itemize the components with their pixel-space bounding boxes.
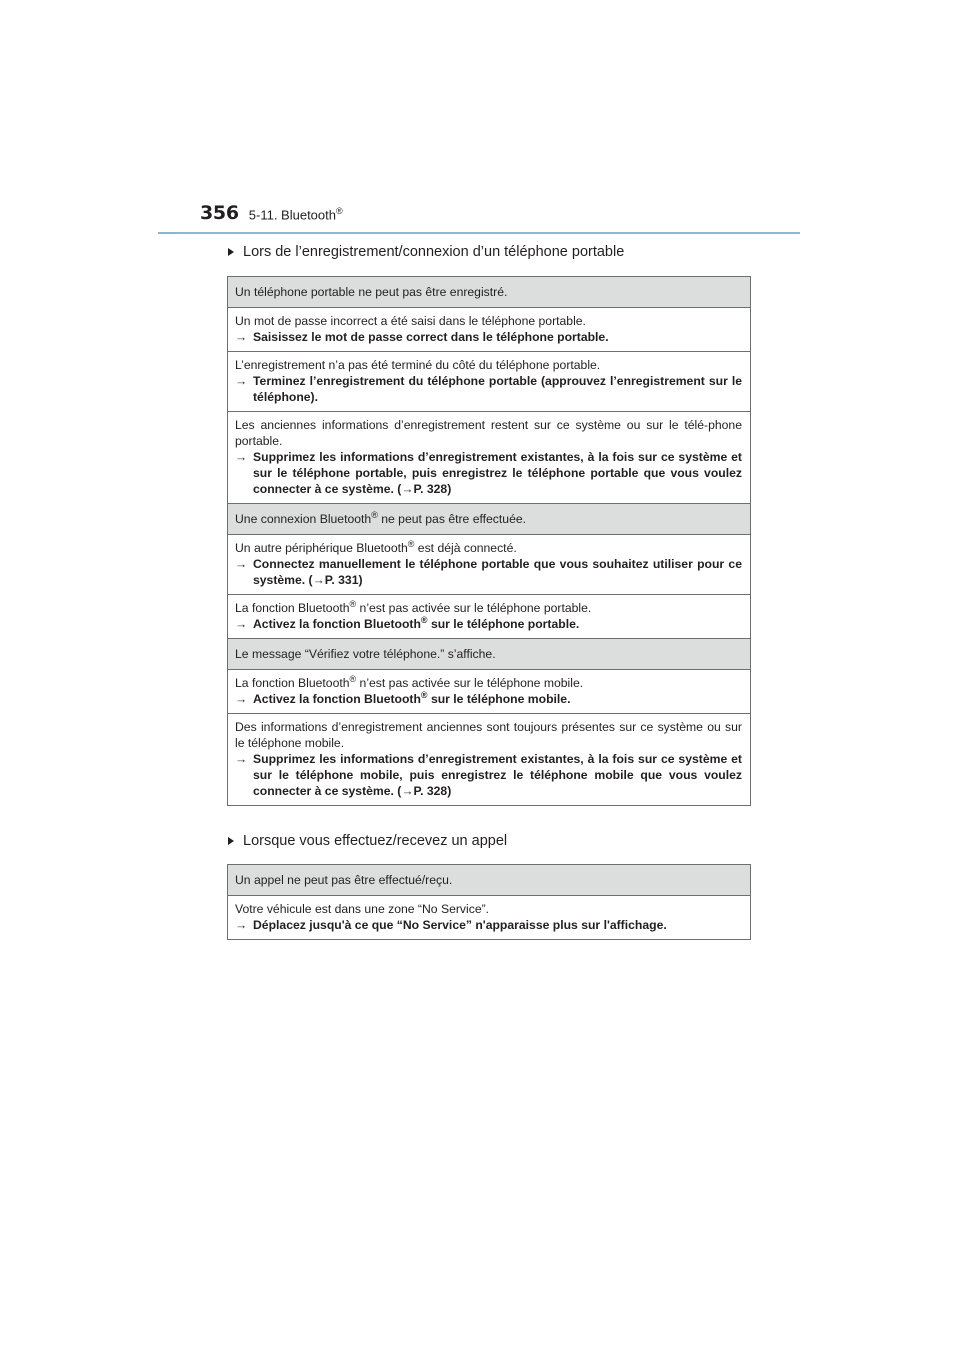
- solution-row: [228, 595, 750, 639]
- cause-text-b: n’est pas activée sur le téléphone portable.: [356, 601, 592, 615]
- arrow-icon: →: [235, 918, 248, 932]
- problem-text: Un téléphone portable ne peut pas être enregistré.: [235, 285, 508, 299]
- triangle-bullet-icon: [228, 248, 234, 256]
- cause-text: Des informations d’enregistrement anciennes sont toujours présentes sur ce système ou sur le téléphone mobile.: [235, 720, 742, 750]
- section-heading-registration: [228, 244, 624, 260]
- problem-text: Un appel ne peut pas être effectué/reçu.: [235, 873, 453, 887]
- action-text-b: sur le téléphone mobile.: [427, 692, 571, 706]
- solution-row: [228, 535, 750, 595]
- reg-mark: ®: [371, 509, 378, 520]
- cause-text: Les anciennes informations d’enregistrement restent sur ce système ou sur le télé-phone portable.: [235, 418, 742, 448]
- action-line: [235, 449, 742, 497]
- arrow-icon: →: [235, 617, 248, 631]
- troubleshooting-table-registration: [227, 276, 751, 806]
- action-text: [253, 616, 742, 632]
- page-number: 356: [200, 202, 239, 224]
- triangle-bullet-icon: [228, 837, 234, 845]
- solution-row: [228, 896, 750, 940]
- action-text: Terminez l’enregistrement du téléphone portable (approuvez l’enregistrement sur le téléphone).: [253, 374, 742, 404]
- cause-text: [235, 600, 742, 616]
- section-heading-text: Lors de l’enregistrement/connexion d’un téléphone portable: [243, 244, 625, 260]
- section-heading-calls: [228, 833, 507, 849]
- action-text: Connectez manuellement le téléphone portable que vous souhaitez utiliser pour ce système. (→P. 331): [253, 557, 742, 587]
- action-line: [235, 751, 742, 799]
- arrow-icon: →: [235, 374, 248, 388]
- cause-text-a: Un autre périphérique Bluetooth: [235, 541, 408, 555]
- problem-row: [228, 865, 750, 896]
- solution-row: [228, 714, 750, 806]
- problem-row: [228, 277, 750, 308]
- action-line: [235, 329, 742, 345]
- arrow-icon: →: [235, 752, 248, 766]
- action-text: Déplacez jusqu'à ce que “No Service” n'apparaisse plus sur l'affichage.: [253, 918, 667, 932]
- cause-text: [235, 540, 742, 556]
- reg-mark: ®: [349, 598, 357, 609]
- arrow-icon: →: [235, 450, 248, 464]
- solution-row: [228, 670, 750, 714]
- action-line: [235, 556, 742, 588]
- problem-row: [228, 639, 750, 670]
- reg-mark: ®: [349, 673, 357, 684]
- arrow-icon: →: [235, 557, 248, 571]
- action-line: [235, 373, 742, 405]
- reg-mark: ®: [407, 538, 415, 549]
- action-line: [235, 691, 742, 707]
- cause-text: Un mot de passe incorrect a été saisi dans le téléphone portable.: [235, 314, 586, 328]
- problem-text: Une connexion Bluetooth: [235, 512, 372, 526]
- cause-text-a: La fonction Bluetooth: [235, 676, 350, 690]
- section-heading-text: Lorsque vous effectuez/recevez un appel: [243, 833, 508, 849]
- solution-row: [228, 352, 750, 412]
- problem-text-rest: ne peut pas être effectuée.: [377, 512, 527, 526]
- cause-text: [235, 675, 742, 691]
- problem-row: [228, 504, 750, 535]
- action-text-a: Activez la fonction Bluetooth: [253, 692, 421, 706]
- action-text: [253, 691, 742, 707]
- arrow-icon: →: [235, 692, 248, 706]
- header-rule: [158, 232, 800, 234]
- action-line: [235, 917, 742, 933]
- cause-text: L’enregistrement n’a pas été terminé du côté du téléphone portable.: [235, 358, 601, 372]
- reg-mark: ®: [420, 614, 428, 625]
- action-text-b: sur le téléphone portable.: [427, 617, 580, 631]
- cause-text: Votre véhicule est dans une zone “No Service”.: [235, 902, 490, 916]
- section-title-reg-mark: ®: [335, 205, 343, 216]
- cause-text-b: est déjà connecté.: [414, 541, 517, 555]
- action-text: Supprimez les informations d’enregistrement existantes, à la fois sur ce système et sur le téléphone portable, puis enregistrez le téléphone portable que vous voulez connecter à ce système. (→P. 328): [253, 450, 742, 496]
- action-text-a: Activez la fonction Bluetooth: [253, 617, 421, 631]
- action-text: Saisissez le mot de passe correct dans le téléphone portable.: [253, 330, 609, 344]
- action-text: Supprimez les informations d’enregistrement existantes, à la fois sur ce système et sur le téléphone mobile, puis enregistrez le téléphone mobile que vous voulez connecter à ce système. (→P. 328): [253, 752, 742, 798]
- solution-row: [228, 308, 750, 352]
- solution-row: [228, 412, 750, 504]
- arrow-icon: →: [235, 330, 248, 344]
- problem-text: Le message “Vérifiez votre téléphone.” s’affiche.: [235, 647, 496, 661]
- section-title: [249, 206, 343, 222]
- section-title-text: 5-11. Bluetooth: [248, 207, 336, 222]
- reg-mark: ®: [420, 689, 428, 700]
- action-line: [235, 616, 742, 632]
- troubleshooting-table-calls: [227, 864, 751, 940]
- page-header: [200, 202, 343, 224]
- cause-text-b: n’est pas activée sur le téléphone mobile.: [356, 676, 584, 690]
- cause-text-a: La fonction Bluetooth: [235, 601, 350, 615]
